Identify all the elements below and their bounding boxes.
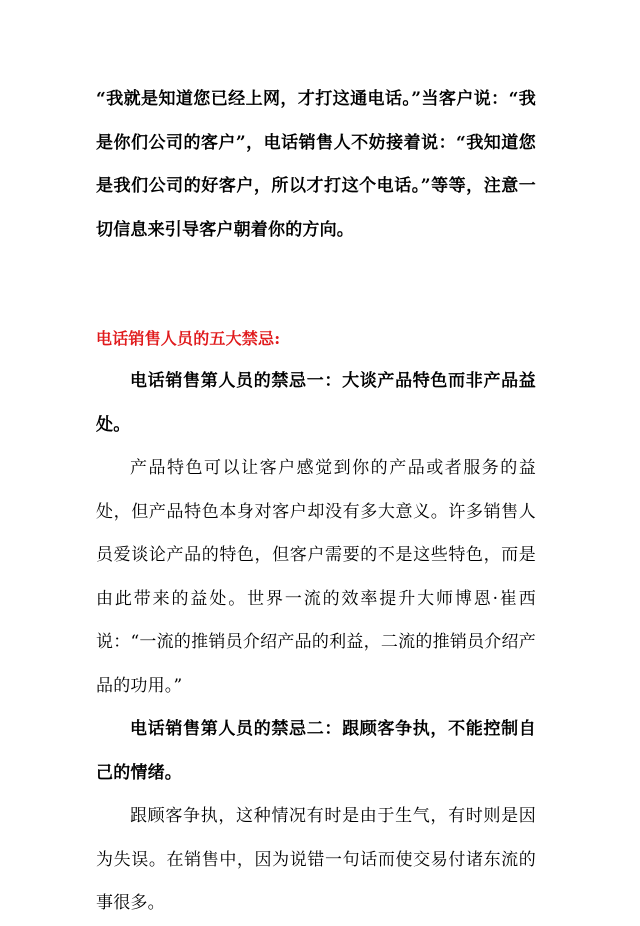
section-spacer	[96, 252, 536, 324]
taboo-2-body: 跟顾客争执，这种情况有时是由于生气，有时则是因为失误。在销售中，因为说错一句话而使交易付诸东流的事很多。	[96, 806, 536, 913]
document-page	[96, 78, 536, 926]
taboo-1-title: 电话销售第人员的禁忌一：大谈产品特色而非产品益处。	[96, 371, 536, 435]
intro-paragraph: “我就是知道您已经上网，才打这通电话。”当客户说：“我是你们公司的客户”，电话销售人不妨接着说：“我知道您是我们公司的好客户，所以才打这个电话。”等等，注意一切信息来引导客户朝着你的方向。	[96, 89, 536, 240]
taboo-2-title: 电话销售第人员的禁忌二：跟顾客争执，不能控制自己的情绪。	[96, 719, 536, 783]
taboo-1-body: 产品特色可以让客户感觉到你的产品或者服务的益处，但产品特色本身对客户却没有多大意义。许多销售人员爱谈论产品的特色，但客户需要的不是这些特色，而是由此带来的益处。世界一流的效率提升大师博恩·崔西说：“一流的推销员介绍产品的利益，二流的推销员介绍产品的功用。”	[96, 458, 536, 696]
section-heading: 电话销售人员的五大禁忌:	[96, 329, 281, 348]
